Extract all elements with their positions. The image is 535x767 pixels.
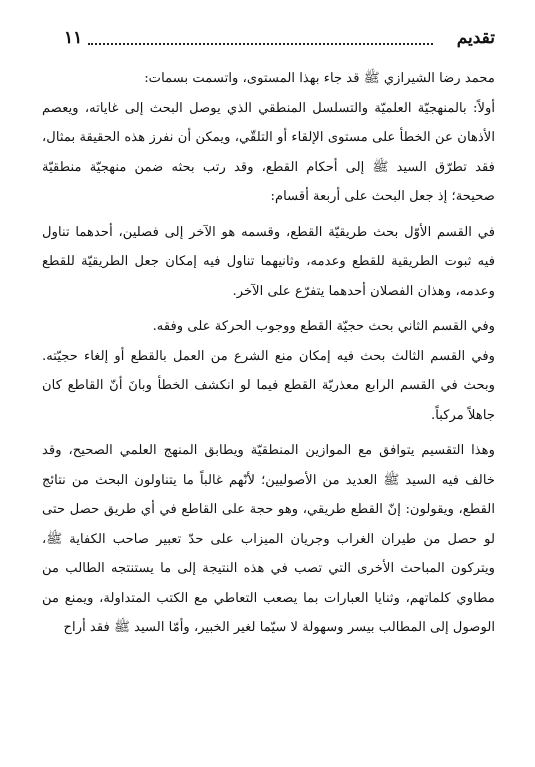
paragraph: أولاً: بالمنهجيّة العلميّة والتسلسل المنطقي الذي يوصل البحث إلى غاياته، ويعصم الأذهان عن الخطأ على مستوى الإلقاء أو التلقّي، ويمكن أن نفرز هذه الحقيقة بمثال، فقد تطرّق السيد ﷺ إلى أحكام القطع، وقد رتب بحثه ضمن منهجيّة منطقيّة صحيحة؛ إذ جعل البحث على أربعة أقسام: (42, 100, 495, 204)
paragraph: وفي القسم الثالث بحث فيه إمكان منع الشرع من العمل بالقطع أو إلغاء حجيّته. وبحث في القسم الرابع معذريّة القطع فيما لو انكشف الخطأ وبانَ أنّ القاطع كان جاهلاً مركباً. (42, 348, 495, 423)
paragraph: وهذا التقسيم يتوافق مع الموازين المنطقيّة ويطابق المنهج العلمي الصحيح، وقد خالف فيه السيد ﷺ العديد من الأصوليين؛ لأنّهم غالباً ما يتناولون البحث من نتائج القطع، ويقولون: إنّ القطع طريقي، وهو حجة على القاطع في أي طريق حصل حتى لو حصل من طيران الغراب وجريان الميزاب على حدّ تعبير صاحب الكفاية ﷺ، ويتركون المباحث الأخرى التي تصب في هذه النتيجة إلى ما يستنتجه الطالب من مطاوي كلماتهم، وثنايا العبارات بما يصعب التعاطي مع الكتب المتداولة، ويمنع من الوصول إلى المطالب بيسر وسهولة لا سيّما لغير الخبير، وأمّا السيد ﷺ فقد أراح (42, 443, 495, 635)
page-header (64, 28, 495, 54)
page-number: ١١ (64, 28, 83, 48)
running-title: تقديم (456, 28, 495, 48)
body-text (42, 64, 495, 643)
paragraph: وفي القسم الثاني بحث حجيّة القطع ووجوب الحركة على وفقه. (152, 319, 495, 334)
header-dotted-leader (88, 43, 433, 45)
paragraph: محمد رضا الشيرازي ﷺ قد جاء بهذا المستوى، واتسمت بسمات: (144, 71, 495, 86)
paragraph: في القسم الأوّل بحث طريقيّة القطع، وقسمه هو الآخر إلى فصلين، أحدهما تناول فيه ثبوت الطريقية للقطع وعدمه، وثانيهما تناول فيه إمكان جعل الطريقيّة للقطع وعدمه، وهذان الفصلان أحدهما يتفرّع على الآخر. (42, 224, 495, 299)
